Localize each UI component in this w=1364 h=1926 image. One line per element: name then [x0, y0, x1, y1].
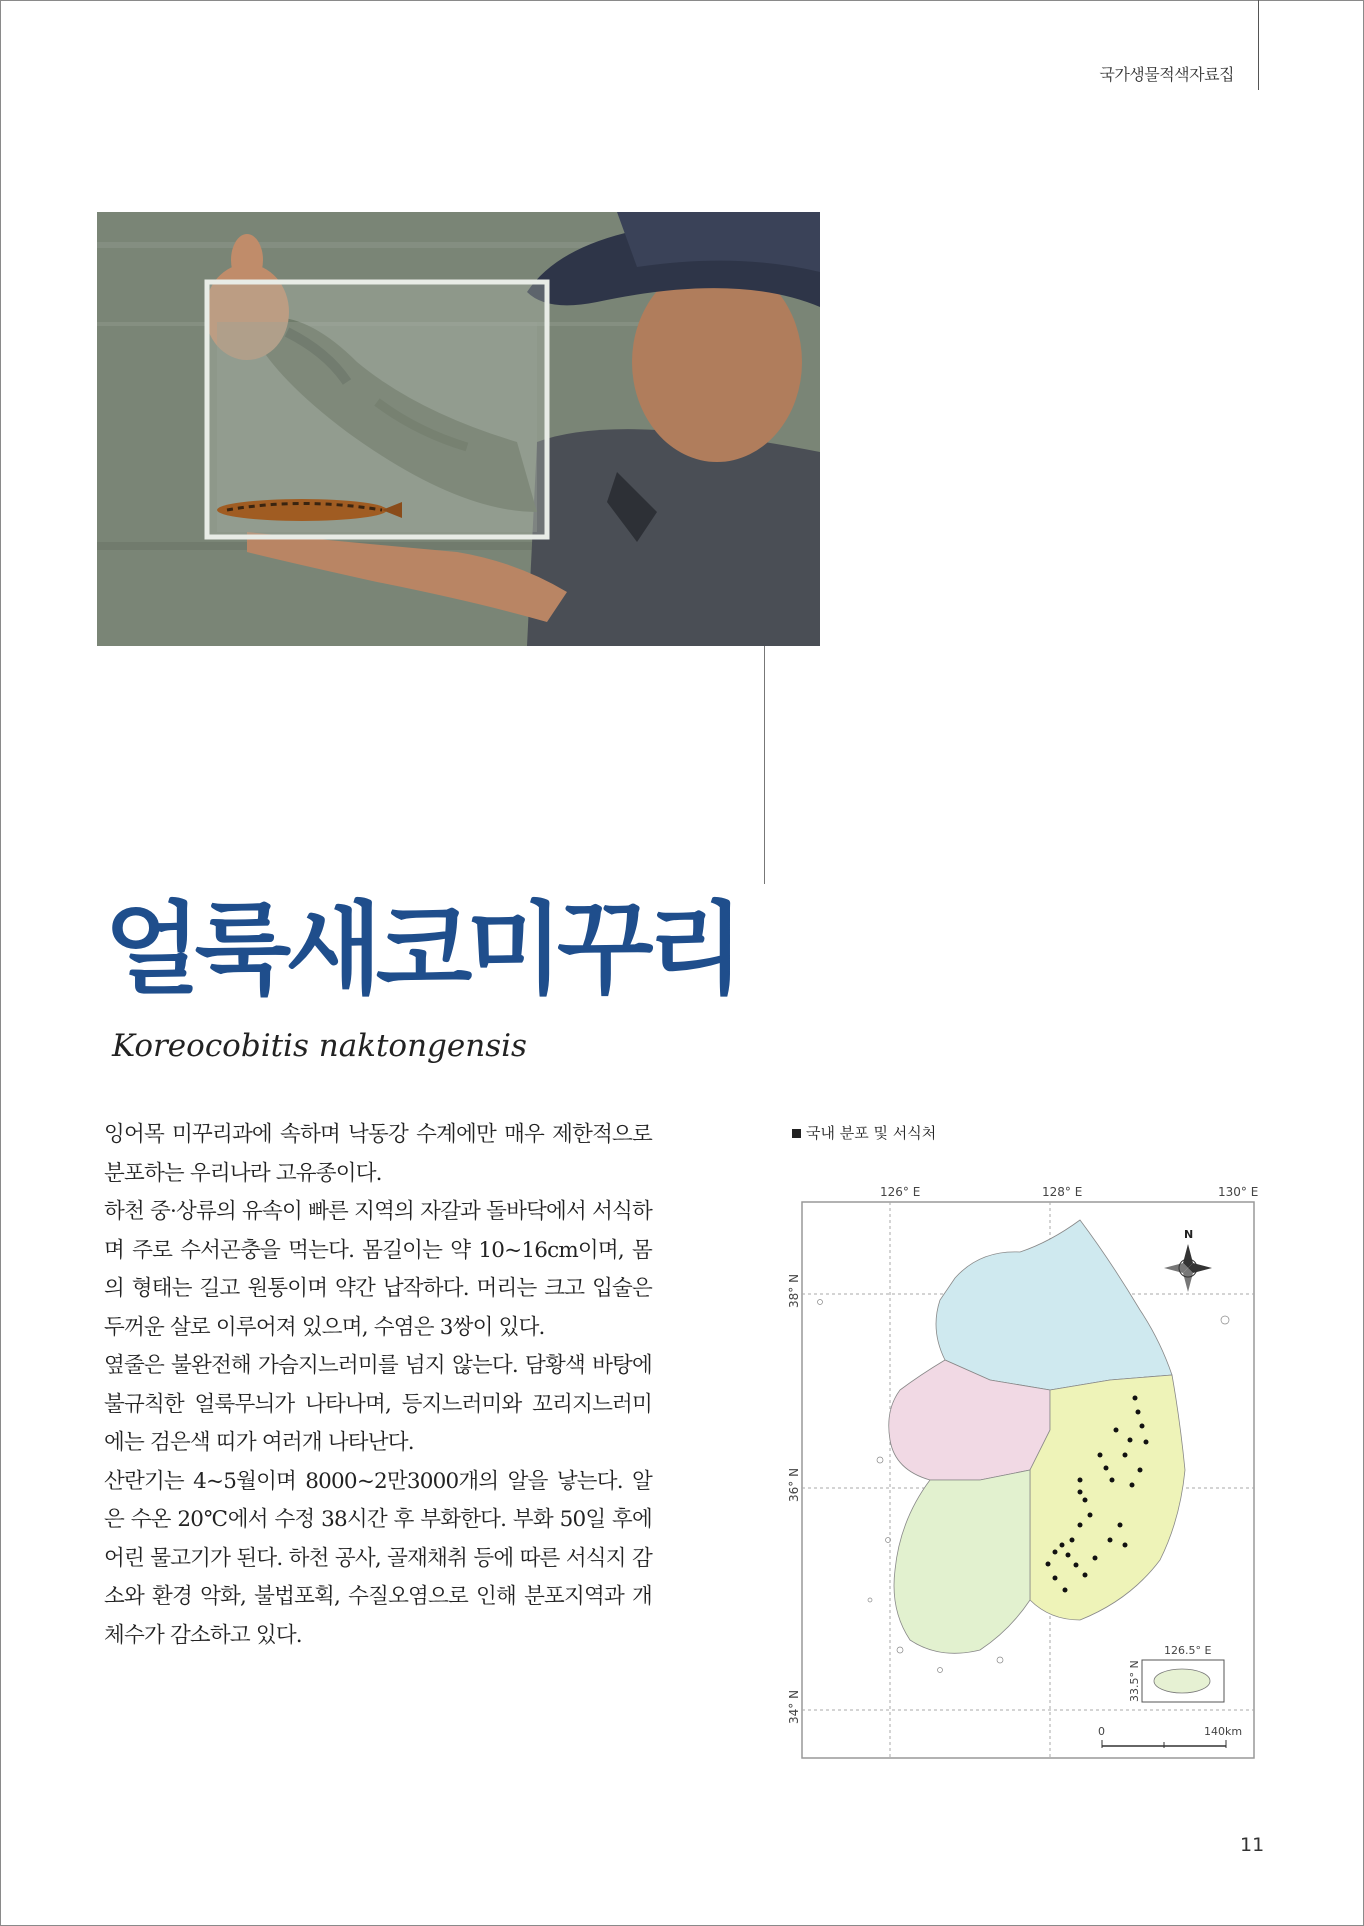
description-paragraph: 산란기는 4~5월이며 8000~2만3000개의 알을 낳는다. 알은 수온 20℃에서 수정 38시간 후 부화한다. 부화 50일 후에 어린 물고기가 된다. 하천 공사, 골재채취 등에 따른 서식지 감소와 환경 악화, 불법포획, 수질오염으로 인해 분포지역과 개체수가 감소하고 있다. — [104, 1468, 652, 1648]
species-scientific-name: Koreocobitis naktongensis — [112, 1028, 527, 1064]
scale-end-label: 140km — [1204, 1725, 1243, 1738]
lon-label: 128° E — [1042, 1185, 1083, 1199]
lat-label: 34° N — [787, 1689, 801, 1724]
map-caption — [792, 1122, 936, 1143]
lat-label: 36° N — [787, 1467, 801, 1502]
header-collection-title: 국가생물적색자료집 — [1099, 65, 1234, 84]
scale-start-label: 0 — [1098, 1725, 1105, 1738]
header-rule — [1258, 0, 1259, 90]
photo-researcher-with-fish — [97, 212, 820, 646]
description-paragraph: 잉어목 미꾸리과에 속하며 낙동강 수계에만 매우 제한적으로 분포하는 우리나라 고유종이다. — [104, 1122, 652, 1186]
species-korean-name: 얼룩새코미꾸리 — [104, 891, 739, 1008]
caption-bullet-icon — [792, 1129, 801, 1138]
inset-lon-label: 126.5° E — [1164, 1644, 1212, 1657]
page-number: 11 — [1240, 1834, 1265, 1856]
lon-label: 130° E — [1218, 1185, 1259, 1199]
lat-label: 38° N — [787, 1273, 801, 1308]
jeju-island — [1154, 1669, 1210, 1693]
description-paragraph: 옆줄은 불완전해 가슴지느러미를 넘지 않는다. 담황색 바탕에 불규칙한 얼룩무늬가 나타나며, 등지느러미와 꼬리지느러미에는 검은색 띠가 여러개 나타난다. — [104, 1353, 652, 1455]
lon-label: 126° E — [880, 1185, 921, 1199]
photo-illustration — [97, 212, 820, 646]
compass-north-label: N — [1184, 1228, 1194, 1241]
photo-vertical-rule — [764, 646, 765, 884]
map-caption-text: 국내 분포 및 서식처 — [806, 1124, 937, 1142]
inset-lat-label: 33.5° N — [1128, 1660, 1141, 1702]
species-description — [104, 1116, 652, 1655]
distribution-map — [780, 1180, 1260, 1770]
description-paragraph: 하천 중·상류의 유속이 빠른 지역의 자갈과 돌바닥에서 서식하며 주로 수서곤충을 먹는다. 몸길이는 약 10~16cm이며, 몸의 형태는 길고 원통이며 약간 납작하다. 머리는 크고 입술은 두꺼운 살로 이루어져 있으며, 수염은 3쌍이 있다. — [104, 1199, 652, 1340]
map-svg — [780, 1180, 1260, 1770]
